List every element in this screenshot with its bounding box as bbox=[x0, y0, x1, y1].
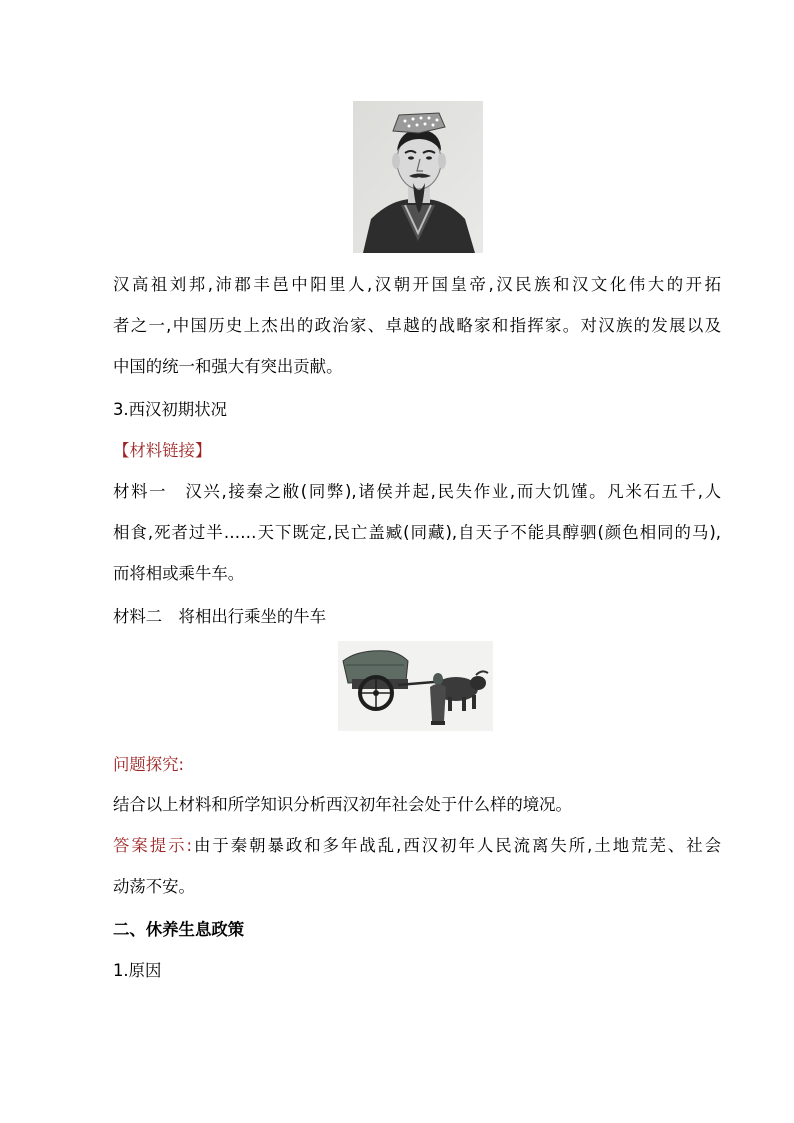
question-label: 问题探究: bbox=[113, 755, 185, 774]
material-1-line-3: 而将相或乘牛车。 bbox=[113, 564, 245, 583]
intro-paragraph-line-3: 中国的统一和强大有突出贡献。 bbox=[113, 357, 343, 376]
intro-paragraph-line-1: 汉高祖刘邦,沛郡丰邑中阳里人,汉朝开国皇帝,汉民族和汉文化伟大的开拓 bbox=[113, 275, 721, 294]
material-link-label: 【材料链接】 bbox=[113, 441, 212, 460]
question-text: 结合以上材料和所学知识分析西汉初年社会处于什么样的境况。 bbox=[113, 795, 572, 814]
liu-bang-portrait bbox=[353, 101, 483, 253]
section-2-heading: 二、休养生息政策 bbox=[113, 920, 245, 939]
subsection-1-heading: 1.原因 bbox=[113, 961, 162, 980]
intro-paragraph-line-2: 者之一,中国历史上杰出的政治家、卓越的战略家和指挥家。对汉族的发展以及 bbox=[113, 316, 721, 335]
section-3-heading: 3.西汉初期状况 bbox=[113, 400, 227, 419]
answer-label: 答案提示: bbox=[113, 836, 193, 855]
material-2-caption: 材料二 将相出行乘坐的牛车 bbox=[113, 607, 327, 626]
answer-line-1 bbox=[113, 825, 721, 866]
material-1-line-1: 材料一 汉兴,接秦之敝(同弊),诸侯并起,民失作业,而大饥馑。凡米石五千,人 bbox=[113, 482, 721, 501]
answer-text-line-1: 由于秦朝暴政和多年战乱,西汉初年人民流离失所,土地荒芜、社会 bbox=[192, 836, 721, 855]
ox-cart-image bbox=[338, 641, 493, 731]
material-1-line-2: 相食,死者过半……天下既定,民亡盖臧(同藏),自天子不能具醇驷(颜色相同的马), bbox=[113, 523, 721, 542]
answer-line-2: 动荡不安。 bbox=[113, 877, 195, 896]
